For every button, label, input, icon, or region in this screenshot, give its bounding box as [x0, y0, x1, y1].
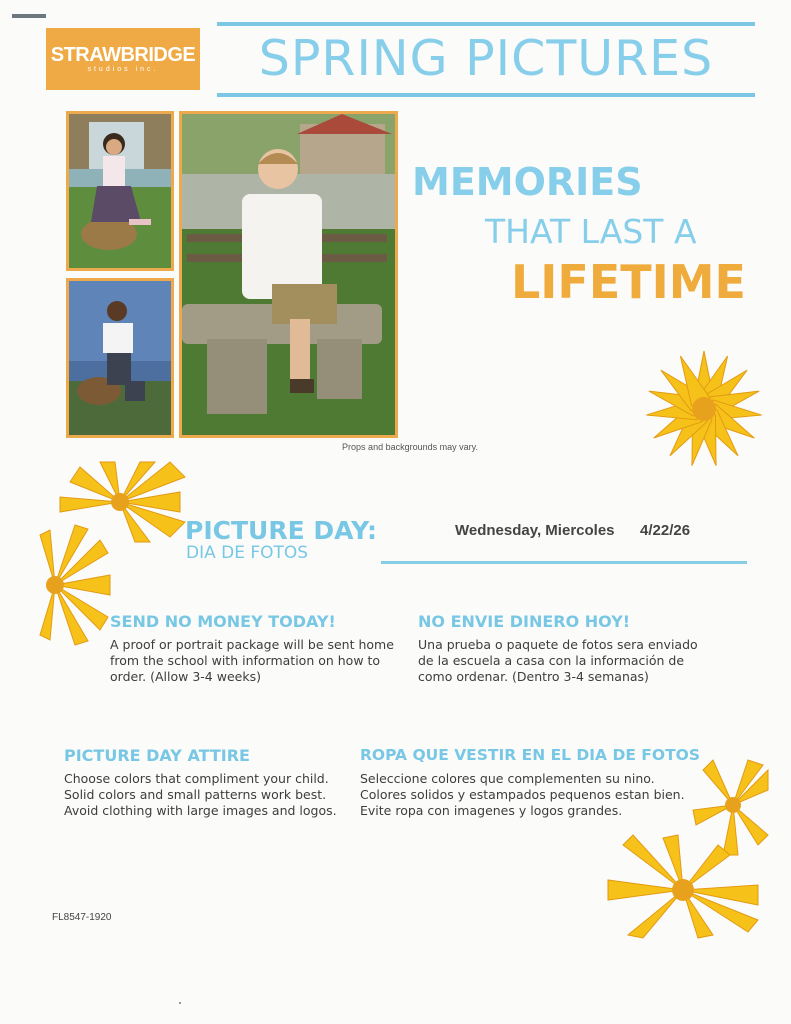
title-rule-bottom	[217, 93, 755, 97]
flower-icon	[40, 525, 110, 645]
picture-day-title: PICTURE DAY:	[185, 516, 377, 545]
picture-day-subtitle: DIA DE FOTOS	[186, 543, 309, 563]
picture-day-attire-heading: PICTURE DAY ATTIRE	[64, 746, 250, 765]
ropa-que-vestir-text	[360, 771, 685, 819]
page-title: SPRING PICTURES	[258, 30, 714, 87]
body-line: from the school with information on how to	[110, 653, 381, 668]
scan-mark	[12, 14, 46, 18]
date-underline	[381, 561, 747, 564]
body-line: de la escuela a casa con la información de	[418, 653, 685, 668]
picture-day-date: 4/22/26	[640, 522, 691, 539]
body-line: Evite ropa con imagenes y logos grandes.	[360, 803, 623, 818]
no-envie-dinero-heading: NO ENVIE DINERO HOY!	[418, 612, 631, 631]
form-code: FL8547-1920	[52, 912, 112, 923]
logo-subtitle: studios inc.	[87, 65, 159, 73]
picture-day-weekday: Wednesday, Miercoles	[455, 522, 615, 539]
body-line: A proof or portrait package will be sent home	[110, 637, 394, 652]
scan-dot	[179, 1002, 181, 1004]
send-no-money-heading: SEND NO MONEY TODAY!	[110, 612, 336, 631]
hero-line-memories: MEMORIES	[412, 160, 643, 204]
body-line: Seleccione colores que complementen su nino.	[360, 771, 655, 786]
send-no-money-text	[110, 637, 394, 685]
title-rule-top	[217, 22, 755, 26]
photo-boy-bench	[179, 111, 398, 438]
picture-day-attire-text	[64, 771, 337, 819]
body-line: como ordenar. (Dentro 3-4 semanas)	[418, 669, 649, 684]
photo-boy-flowers	[66, 278, 174, 438]
body-line: Avoid clothing with large images and logos.	[64, 803, 337, 818]
photo-girl-waterfall	[66, 111, 174, 271]
no-envie-dinero-text	[418, 637, 698, 685]
body-line: Una prueba o paquete de fotos sera enviado	[418, 637, 698, 652]
body-line: Colores solidos y estampados pequenos estan bien.	[360, 787, 685, 802]
body-line: Choose colors that compliment your child.	[64, 771, 329, 786]
hero-line-lifetime: LIFETIME	[511, 255, 746, 309]
strawbridge-logo	[46, 28, 200, 90]
body-line: order. (Allow 3-4 weeks)	[110, 669, 261, 684]
photo-caption: Props and backgrounds may vary.	[342, 442, 478, 452]
hero-line-that-last-a: THAT LAST A	[485, 212, 697, 251]
logo-name: STRAWBRIDGE	[50, 43, 196, 66]
body-line: Solid colors and small patterns work best.	[64, 787, 327, 802]
flower-icon	[640, 345, 768, 473]
ropa-que-vestir-heading: ROPA QUE VESTIR EN EL DIA DE FOTOS	[360, 746, 700, 764]
